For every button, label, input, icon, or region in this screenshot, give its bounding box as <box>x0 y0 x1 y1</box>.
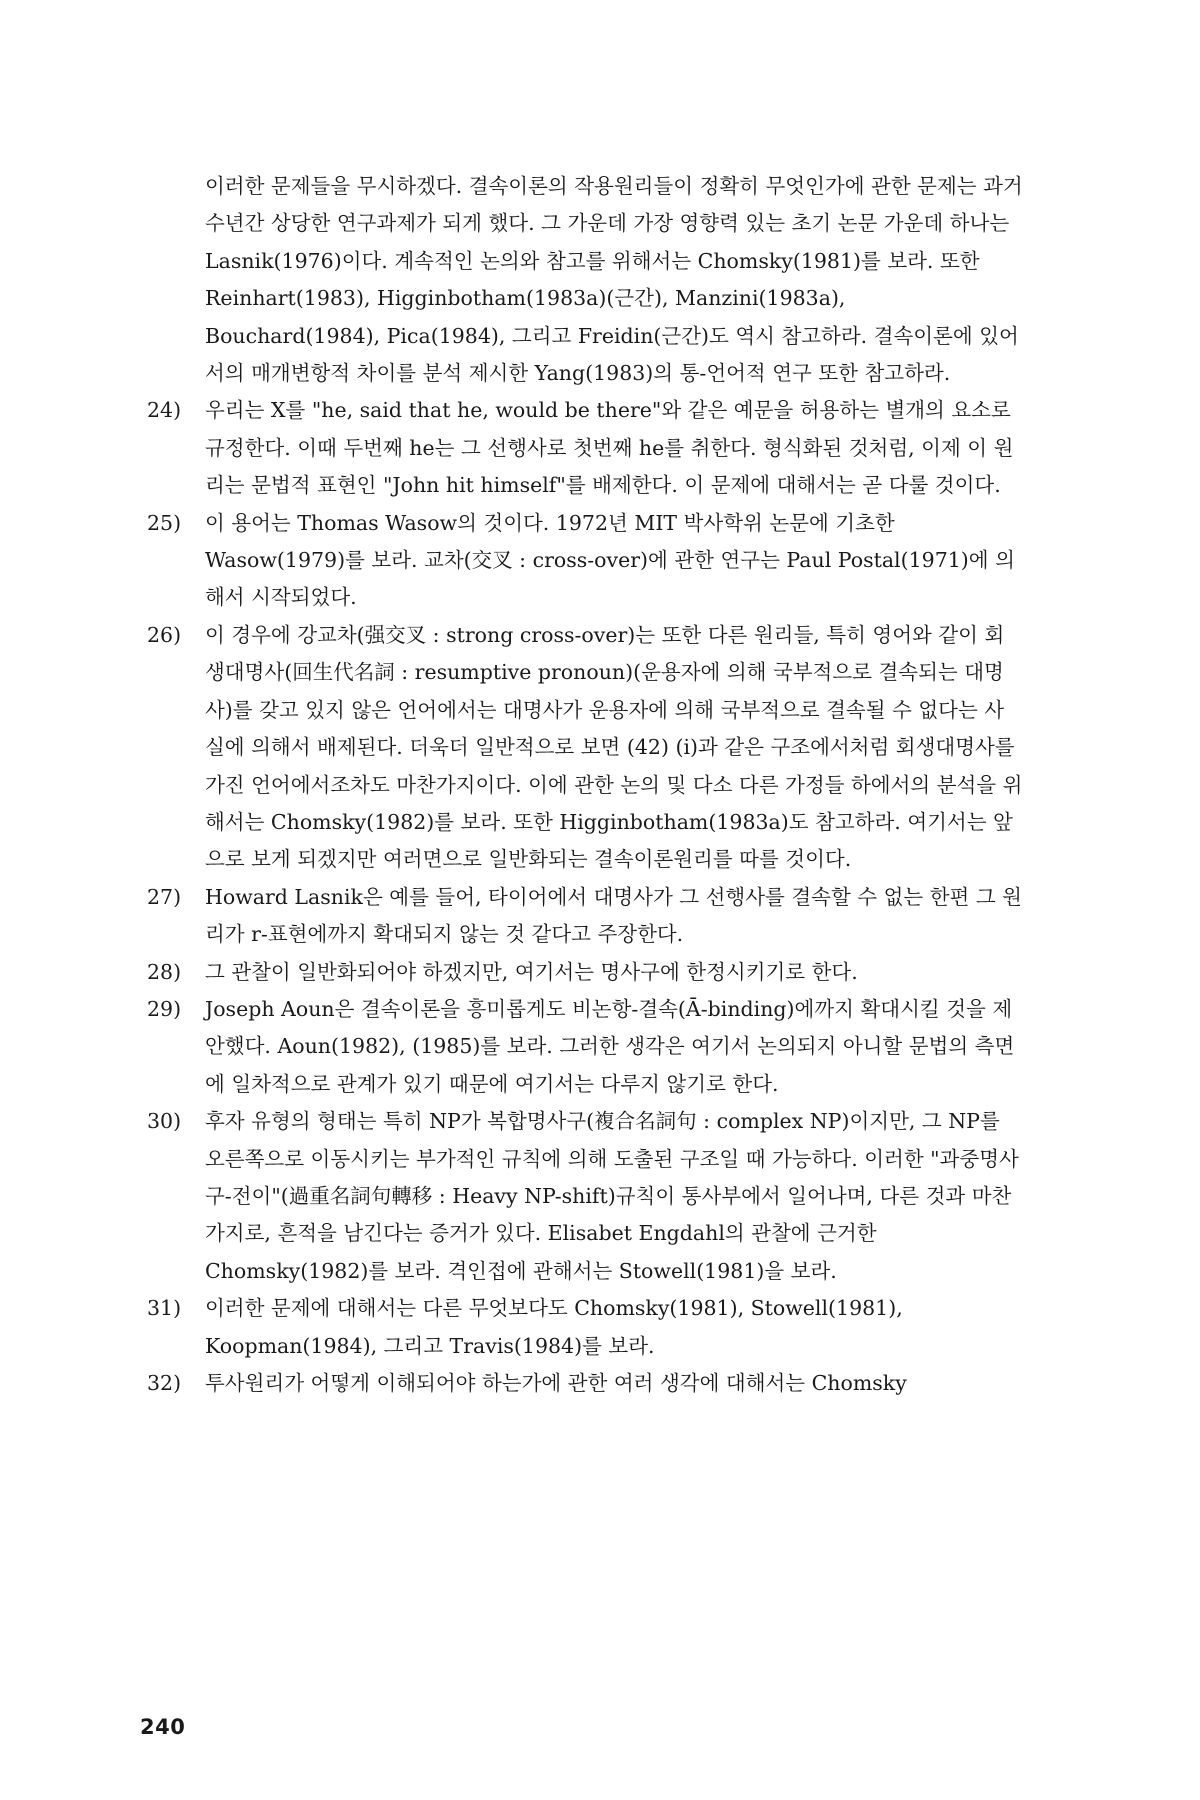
footnote-31 <box>147 1290 1023 1365</box>
footnote-number: 31) <box>147 1296 182 1321</box>
footnote-text: 이러한 문제에 대해서는 다른 무엇보다도 Chomsky(1981), Stowell(1981), Koopman(1984), 그리고 Travis(1984)를 보라. <box>205 1296 903 1358</box>
footnote-27 <box>147 879 1023 954</box>
footnote-number: 28) <box>147 959 182 984</box>
page-number: 240 <box>140 1715 186 1739</box>
footnote-number: 29) <box>147 996 182 1021</box>
footnote-text: Joseph Aoun은 결속이론을 흥미롭게도 비논항-결속(Ā-binding)에까지 확대시킬 것을 제안했다. Aoun(1982), (1985)를 보라. 그러한 생각은 여기서 논의되지 아니할 문법의 측면에 일차적으로 관계가 있기 때문에 여기서는 다루지 않기로 한다. <box>205 996 1015 1096</box>
footnote-28 <box>147 954 1023 991</box>
footnote-number: 24) <box>147 398 182 423</box>
footnote-text: 후자 유형의 형태는 특히 NP가 복합명사구(複合名詞句 : complex NP)이지만, 그 NP를 오른쪽으로 이동시키는 부가적인 규칙에 의해 도출된 구조일 때 가능하다. 이러한 "과중명사구-전이"(過重名詞句轉移 : Heavy NP-shift)규칙이 통사부에서 일어나며, 다른 것과 마찬가지로, 흔적을 남긴다는 증거가 있다. Elisabet Engdahl의 관찰에 근거한 Chomsky(1982)를 보라. 격인접에 관해서는 Stowell(1981)을 보라. <box>205 1109 1019 1283</box>
footnote-25 <box>147 505 1023 617</box>
footnote-32 <box>147 1365 1023 1402</box>
footnote-text: 투사원리가 어떻게 이해되어야 하는가에 관한 여러 생각에 대해서는 Chomsky <box>205 1371 907 1395</box>
footnote-number: 30) <box>147 1109 182 1134</box>
footnote-number: 25) <box>147 510 182 535</box>
footnote-number: 32) <box>147 1371 182 1395</box>
footnote-text: 그 관찰이 일반화되어야 하겠지만, 여기서는 명사구에 한정시키기로 한다. <box>205 959 858 984</box>
footnote-text: 이 용어는 Thomas Wasow의 것이다. 1972년 MIT 박사학위 논문에 기초한 Wasow(1979)를 보라. 교차(交叉 : cross-over)에 관한 연구는 Paul Postal(1971)에 의해서 시작되었다. <box>205 510 1015 610</box>
footnote-30 <box>147 1103 1023 1290</box>
footnote-29 <box>147 991 1023 1103</box>
intro-paragraph: 이러한 문제들을 무시하겠다. 결속이론의 작용원리들이 정확히 무엇인가에 관한 문제는 과거 수년간 상당한 연구과제가 되게 했다. 그 가운데 가장 영향력 있는 초기 논문 가운데 하나는 Lasnik(1976)이다. 계속적인 논의와 참고를 위해서는 Chomsky(1981)를 보라. 또한 Reinhart(1983), Higginbotham(1983a)(근간), Manzini(1983a), Bouchard(1984), Pica(1984), 그리고 Freidin(근간)도 역시 참고하라. 결속이론에 있어서의 매개변항적 차이를 분석 제시한 Yang(1983)의 통-언어적 연구 또한 참고하라. <box>205 174 1023 386</box>
footnote-text: Howard Lasnik은 예를 들어, 타이어에서 대명사가 그 선행사를 결속할 수 없는 한편 그 원리가 r-표현에까지 확대되지 않는 것 같다고 주장한다. <box>205 884 1022 947</box>
footnote-text: 우리는 X를 "he, said that he, would be there"와 같은 예문을 허용하는 별개의 요소로 규정한다. 이때 두번째 he는 그 선행사로 첫번째 he를 취한다. 형식화된 것처럼, 이제 이 원리는 문법적 표현인 "John hit himself"를 배제한다. 이 문제에 대해서는 곧 다룰 것이다. <box>205 398 1014 498</box>
footnote-text: 이 경우에 강교차(强交叉 : strong cross-over)는 또한 다른 원리들, 특히 영어와 같이 회생대명사(回生代名詞 : resumptive pronoun)(운용자에 의해 국부적으로 결속되는 대명사)를 갖고 있지 않은 언어에서는 대명사가 운용자에 의해 국부적으로 결속될 수 없다는 사실에 의해서 배제된다. 더욱더 일반적으로 보면 (42) (i)과 같은 구조에서처럼 회생대명사를 가진 언어에서조차도 마찬가지이다. 이에 관한 논의 및 다소 다른 가정들 하에서의 분석을 위해서는 Chomsky(1982)를 보라. 또한 Higginbotham(1983a)도 참고하라. 여기서는 앞으로 보게 되겠지만 여러면으로 일반화되는 결속이론원리를 따를 것이다. <box>205 622 1023 872</box>
footnote-26 <box>147 617 1023 879</box>
footnote-24 <box>147 392 1023 504</box>
page-body <box>147 168 1023 1402</box>
footnote-number: 27) <box>147 884 182 909</box>
footnote-number: 26) <box>147 622 182 647</box>
